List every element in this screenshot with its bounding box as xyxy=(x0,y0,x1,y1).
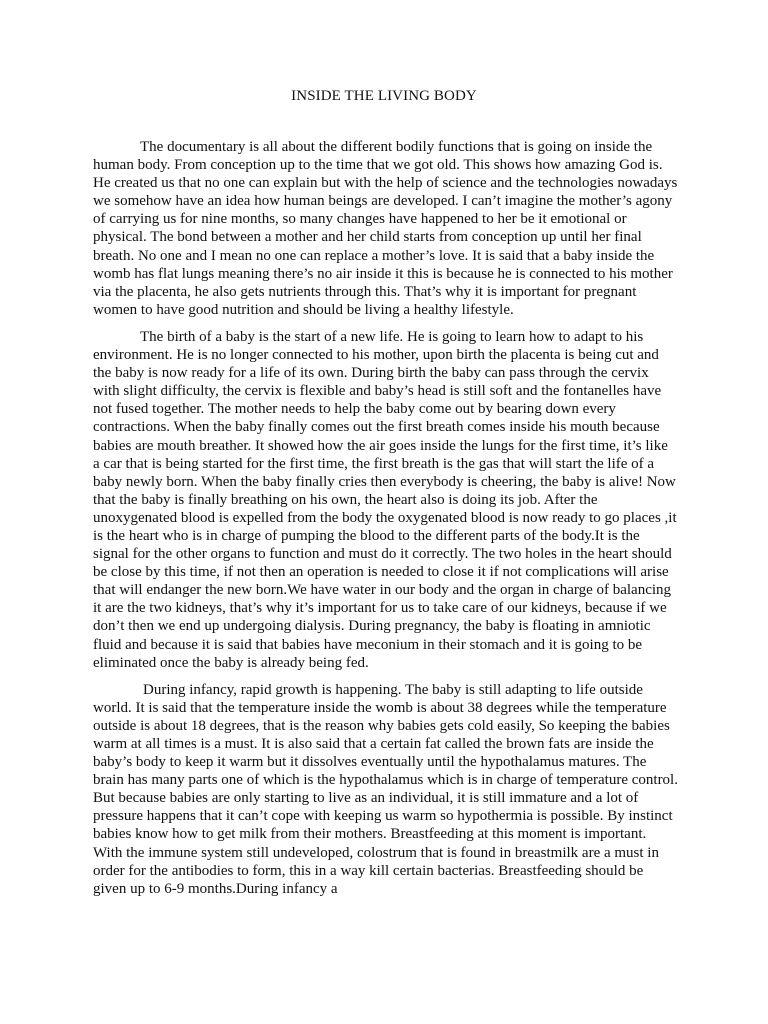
paragraph-birth: The birth of a baby is the start of a new life. He is going to learn how to adapt to his environment. He is no longer connected to his mother, upon birth the placenta is being cut and the baby is now ready for a life of its own. During birth the baby can pass through the cervix with slight difficulty, the cervix is flexible and baby’s head is still soft and the fontanelles have not fused together. The mother needs to help the baby come out by bearing down every contractions. When the baby finally comes out the first breath comes inside his mouth because babies are mouth breather. It showed how the air goes inside the lungs for the first time, it’s like a car that is being started for the first time, the first breath is the gas that will start the life of a baby newly born. When the baby finally cries then everybody is cheering, the baby is alive! Now that the baby is finally breathing on his own, the heart also is doing its job. After the unoxygenated blood is expelled from the body the oxygenated blood is now ready to go places ,it is the heart who is in charge of pumping the blood to the different parts of the body.It is the signal for the other organs to function and must do it correctly. The two holes in the heart should be close by this time, if not then an operation is needed to close it if not complications will arise that will endanger the new born.We have water in our body and the organ in charge of balancing it are the two kidneys, that’s why it’s important for us to take care of our kidneys, because if we don’t then we end up undergoing dialysis. During pregnancy, the baby is floating in amniotic fluid and because it is said that babies have meconium in their stomach and it is going to be eliminated once the baby is already being fed. xyxy=(93,328,677,671)
document-body xyxy=(93,138,678,907)
document-title: INSIDE THE LIVING BODY xyxy=(291,88,477,104)
paragraph-infancy: During infancy, rapid growth is happening. The baby is still adapting to life outside world. It is said that the temperature inside the womb is about 38 degrees while the temperature outside is about 18 degrees, that is the reason why babies gets cold easily, So keeping the babies warm at all times is a must. It is also said that a certain fat called the brown fats are inside the baby’s body to keep it warm but it dissolves eventually until the hypothalamus matures. The brain has many parts one of which is the hypothalamus which is in charge of temperature control. But because babies are only starting to live as an individual, it is still immature and a lot of pressure happens that it can’t cope with keeping us warm so hypothermia is possible. By instinct babies know how to get milk from their mothers. Breastfeeding at this moment is important. With the immune system still undeveloped, colostrum that is found in breastmilk are a must in order for the antibodies to form, this in a way kill certain bacterias. Breastfeeding should be given up to 6-9 months.During infancy a xyxy=(93,681,678,897)
paragraph-conception: The documentary is all about the different bodily functions that is going on inside the human body. From conception up to the time that we got old. This shows how amazing God is. He created us that no one can explain but with the help of science and the technologies nowadays we somehow have an idea how human beings are developed. I can’t imagine the mother’s agony of carrying us for nine months, so many changes have happened to her be it emotional or physical. The bond between a mother and her child starts from conception up until her final breath. No one and I mean no one can replace a mother’s love. It is said that a baby inside the womb has flat lungs meaning there’s no air inside it this is because he is connected to his mother via the placenta, he also gets nutrients through this. That’s why it is important for pregnant women to have good nutrition and should be living a healthy lifestyle. xyxy=(93,139,678,318)
